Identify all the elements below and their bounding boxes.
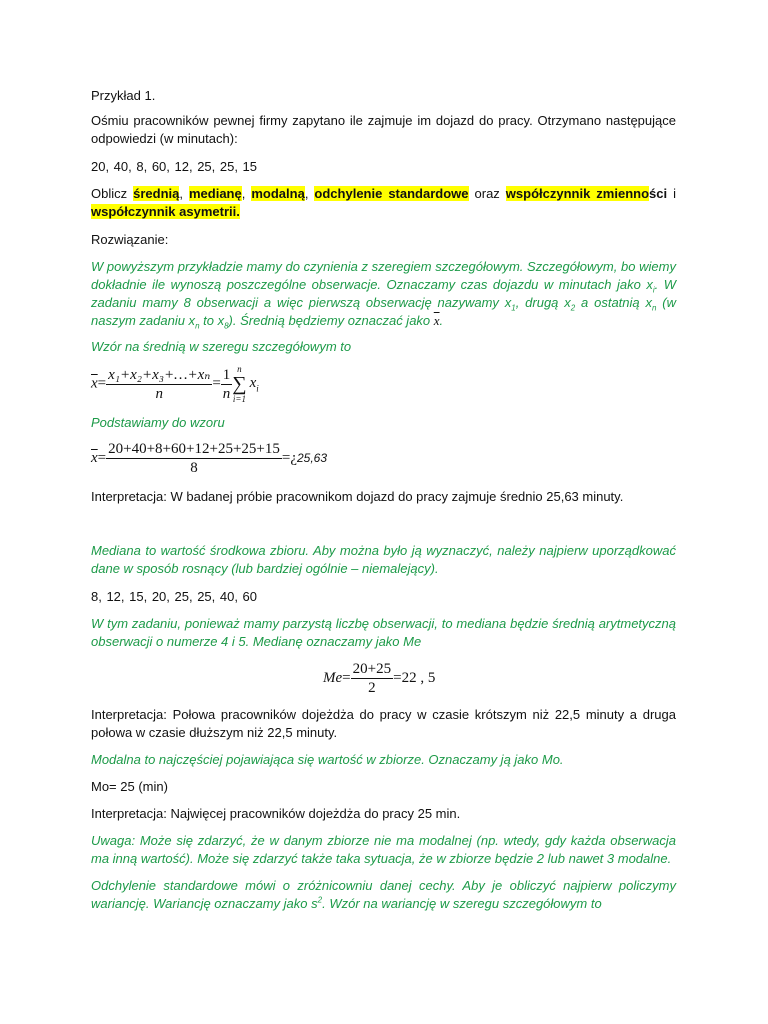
mode-value: Mo= 25 (min): [91, 779, 168, 794]
solution-label: Rozwiązanie:: [91, 232, 169, 247]
median-definition: Mediana to wartość środkowa zbioru. Aby można było ją wyznaczyć, należy najpierw uporządkować dane w sposób rosnący (lub bardziej ogólnie – niemalejący).: [91, 543, 676, 576]
mode-definition: Modalna to najczęściej pojawiająca się wartość w zbiorze. Oznaczamy ją jako Mo.: [91, 752, 564, 767]
intro-paragraph: Ośmiu pracowników pewnej firmy zapytano ile zajmuje im dojazd do pracy. Otrzymano następujące odpowiedzi (w minutach):: [91, 113, 676, 146]
mean-calculation: $\overline{x}=$ $\frac{20+40+8+60+12+25+25+15}{8}$ =¿25,63: [91, 441, 328, 476]
highlight-coef-variation: współczynnik zmienno: [505, 186, 650, 201]
mean-formula-label: Wzór na średnią w szeregu szczegółowym to: [91, 339, 352, 354]
mode-interpretation: Interpretacja: Najwięcej pracowników dojeżdża do pracy 25 min.: [91, 806, 461, 821]
highlight-stdev: odchylenie standardowe: [314, 186, 469, 201]
substitute-label: Podstawiamy do wzoru: [91, 415, 225, 430]
series-paragraph: W powyższym przykładzie mamy do czynienia z szeregiem szczegółowym. Szczegółowym, bo wiemy dokładnie ile wynoszą poszczególne obserwacje. Oznaczamy czas dojazdu w minutach jako $x_i$. W zadaniu mamy 8 obserwacji a więc pierwszą obserwację nazywamy $x_1$, drugą $x_2$ a ostatnią $x_n$ (w naszym zadaniu $x_n$ to $x_8$). Średnią będziemy oznaczać jako $\overline{x}$.: [91, 259, 676, 331]
highlight-mean: średnią: [133, 186, 180, 201]
highlight-median: medianę: [188, 186, 242, 201]
data-values: 20, 40, 8, 60, 12, 25, 25, 15: [91, 159, 258, 174]
median-interpretation: Interpretacja: Połowa pracowników dojeżdża do pracy w czasie krótszym niż 22,5 minuty a druga połowa w czasie dłuższym niż 22,5 minuty.: [91, 707, 676, 740]
example-title: Przykład 1.: [91, 88, 156, 103]
highlight-mode: modalną: [251, 186, 305, 201]
median-calculation: Me= $\frac{20+25}{2}$ =22 , 5: [323, 661, 436, 696]
xbar-symbol: $\overline{x}$: [433, 313, 440, 328]
sorted-values: 8, 12, 15, 20, 25, 25, 40, 60: [91, 589, 258, 604]
highlight-skewness: współczynnik asymetrii.: [91, 204, 240, 219]
median-note: W tym zadaniu, ponieważ mamy parzystą liczbę obserwacji, to mediana będzie średnią arytmetyczną obserwacji o numerze 4 i 5. Medianę oznaczamy jako Me: [91, 616, 676, 649]
mode-warning: Uwaga: Może się zdarzyć, że w danym zbiorze nie ma modalnej (np. wtedy, gdy każda obserwacja ma inną wartość). Może się zdarzyć także taka sytuacja, że w zbiorze będzie 2 lub nawet 3 modalne.: [91, 833, 676, 866]
mean-interpretation: Interpretacja: W badanej próbie pracownikom dojazd do pracy zajmuje średnio 25,63 minuty.: [91, 489, 624, 504]
mean-formula: $\overline{x}=$ $\frac{\text{x₁+x₂+x₃+…+xₙ}}{n}$ = $\frac{1}{n}$ n ∑ i=1 $x_i$: [91, 364, 259, 404]
stdev-definition: Odchylenie standardowe mówi o zróżnicowniu danej cechy. Aby je obliczyć najpierw policzymy wariancję. Wariancję oznaczamy jako $s^2$. Wzór na wariancję w szeregu szczegółowym to: [91, 878, 676, 911]
task-paragraph: Oblicz średnią, medianę, modalną, odchylenie standardowe oraz współczynnik zmienności i współczynnik asymetrii.: [91, 186, 677, 219]
